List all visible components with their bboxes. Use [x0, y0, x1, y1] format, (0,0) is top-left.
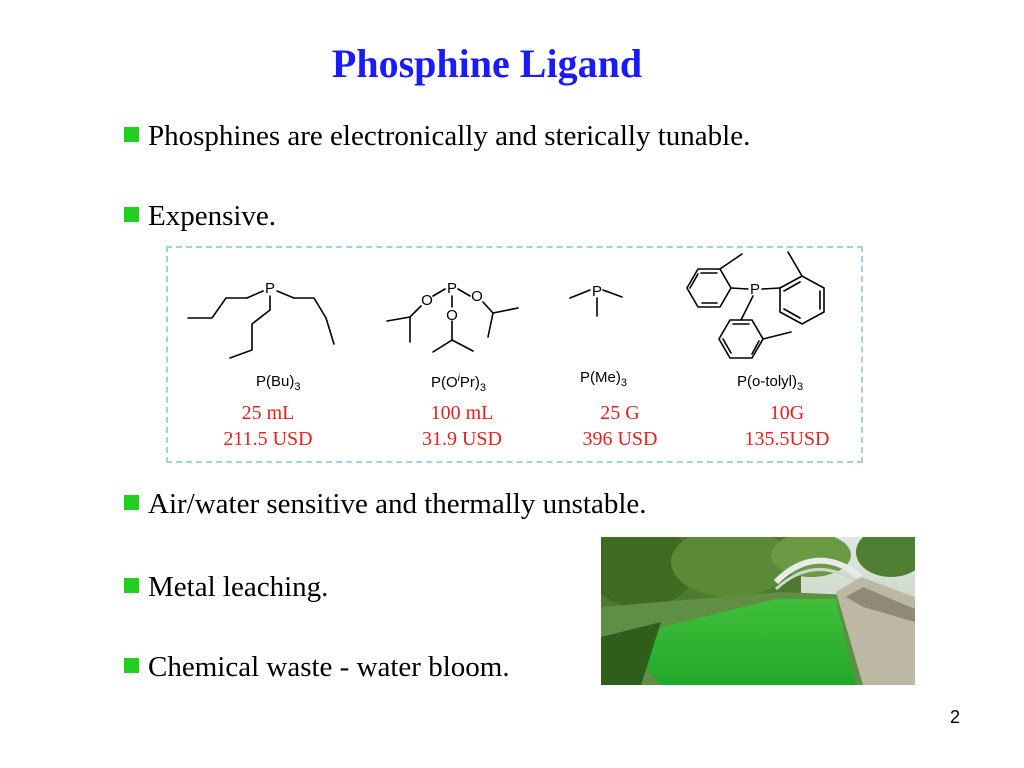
- bullet-text: Expensive.: [148, 200, 277, 232]
- slide-title: Phosphine Ligand: [331, 41, 643, 86]
- price-potolyl3: 10G 135.5USD: [744, 402, 830, 450]
- compound-label-poipr3: $P(O^iPr)_3$: [431, 373, 487, 394]
- bullet-air-water: [124, 488, 647, 521]
- atom-p: P: [591, 283, 603, 300]
- compound-label-potolyl3: $P(o-tolyl)_3$: [737, 373, 804, 393]
- bullet-text: Metal leaching.: [148, 571, 329, 603]
- atom-o: O: [446, 307, 458, 324]
- compound-label-pme3: $P(Me)_3$: [580, 369, 627, 389]
- bullet-square-icon: [124, 658, 139, 673]
- water-bloom-photo: [601, 537, 915, 685]
- bullet-text: Air/water sensitive and thermally unstable.: [148, 488, 647, 520]
- bullet-chemical-waste: [124, 651, 510, 684]
- price-pme3: 25 G 396 USD: [582, 402, 658, 450]
- page-number: 2: [950, 707, 961, 727]
- atom-o: O: [421, 292, 433, 309]
- atom-p: P: [264, 280, 276, 297]
- atom-p: P: [446, 280, 458, 297]
- atom-p: P: [749, 281, 761, 298]
- bullet-square-icon: [124, 495, 139, 510]
- bullet-text: Phosphines are electronically and sterically tunable.: [148, 120, 751, 152]
- price-poipr3: 100 mL 31.9 USD: [421, 402, 502, 450]
- bullet-square-icon: [124, 578, 139, 593]
- bullet-text: Chemical waste - water bloom.: [148, 651, 510, 683]
- compound-label-pbu3: $P(Bu)_3$: [256, 373, 301, 393]
- atom-o: O: [471, 288, 483, 305]
- bullet-metal-leaching: [124, 571, 328, 604]
- price-pbu3: 25 mL 211.5 USD: [223, 402, 313, 450]
